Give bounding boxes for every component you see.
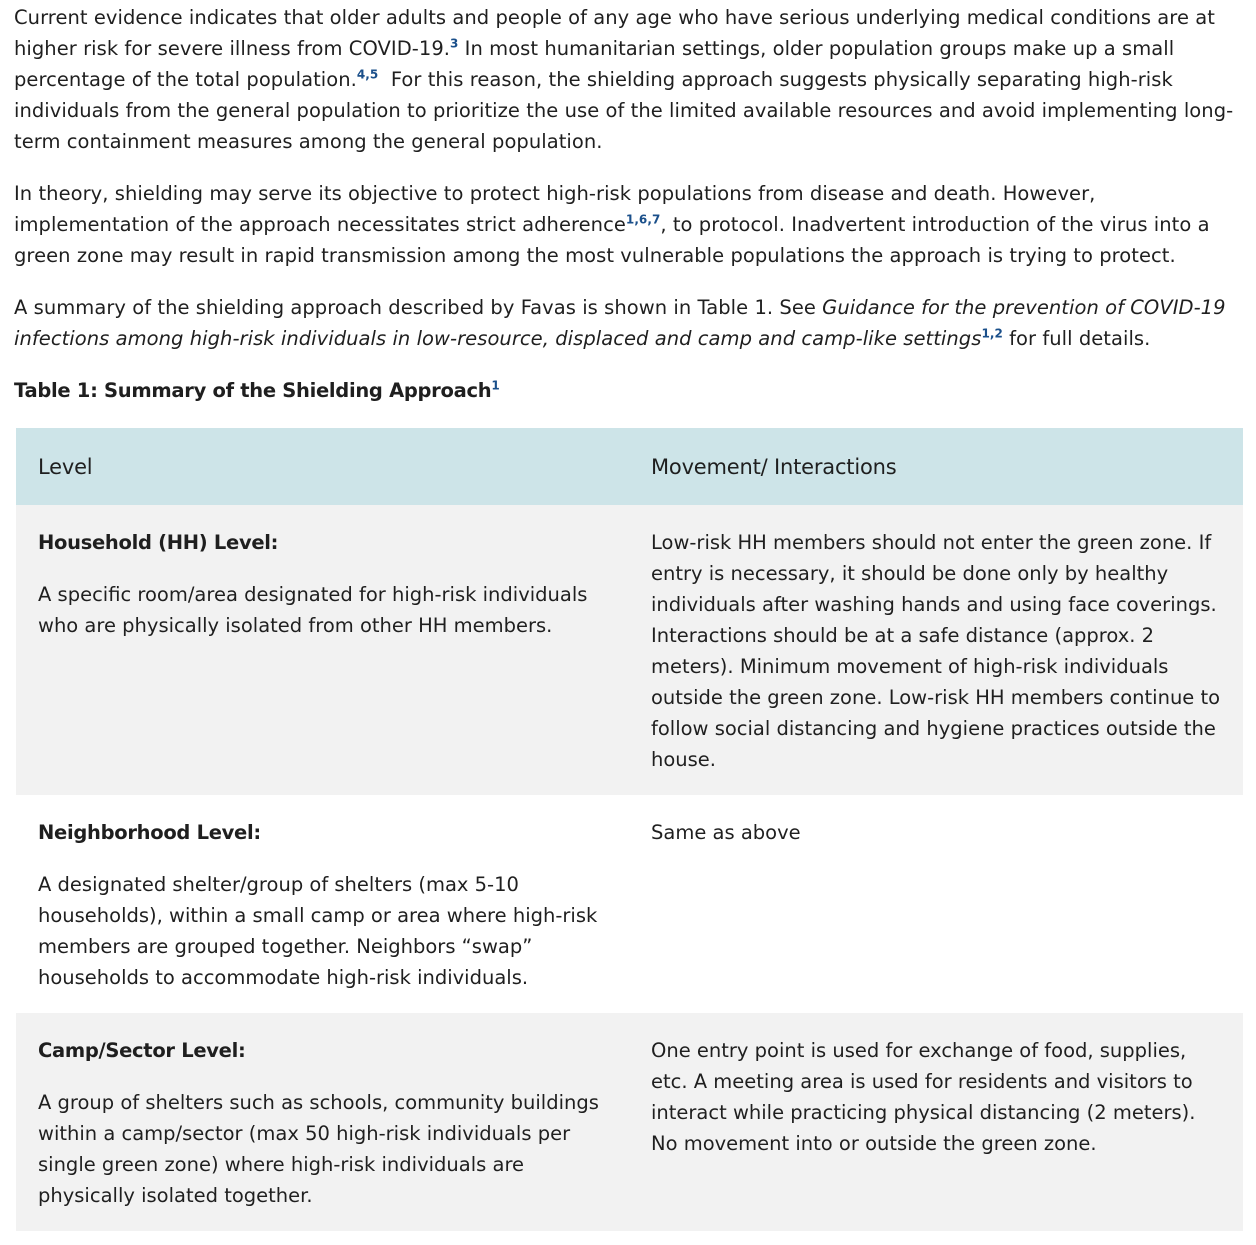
movement-cell: Same as above: [651, 821, 801, 844]
paragraph-3: [14, 292, 1246, 354]
citation-link[interactable]: 1,6,7: [625, 212, 661, 227]
level-description: A group of shelters such as schools, community buildings within a camp/sector (max 50 high-risk individuals per single green zone) where high-risk individuals are physically isolated together.: [38, 1091, 599, 1207]
paragraph-3-text-a: A summary of the shielding approach described by Favas is shown in Table 1. See: [14, 296, 823, 319]
table-header-row: [16, 428, 1243, 505]
paragraph-1-text-c: For this reason, the shielding approach suggests physically separating high-risk individuals from the general population to prioritize the use of the limited available resources and avoid implementing long-term containment measures among the general population.: [14, 68, 1234, 153]
citation-link[interactable]: 4,5: [356, 67, 379, 82]
paragraph-2-text-b: , to protocol. Inadvertent introduction of the virus into a green zone may result in rapid transmission among the most vulnerable populations the approach is trying to protect.: [14, 213, 1210, 267]
paragraph-1: [14, 2, 1246, 157]
paragraph-3-text-b: for full details.: [1002, 327, 1151, 350]
paragraph-2-text-a: In theory, shielding may serve its objective to protect high-risk populations from disease and death. However, implementation of the approach necessitates strict adherence: [14, 182, 1096, 236]
movement-cell: One entry point is used for exchange of food, supplies, etc. A meeting area is used for residents and visitors to interact while practicing physical distancing (2 meters). No movement into or outside the green zone.: [629, 1013, 1243, 1231]
table-row: [16, 505, 1243, 795]
paragraph-2: [14, 178, 1246, 271]
level-cell: [16, 505, 629, 795]
guidance-title: Guidance for the prevention of COVID-19 infections among high-risk individuals in low-resource, displaced and camp and camp-like settings: [14, 296, 1226, 350]
table-caption-text: Table 1: Summary of the Shielding Approach: [14, 379, 492, 402]
paragraph-1-text-a: Current evidence indicates that older adults and people of any age who have serious underlying medical conditions are at higher risk for severe illness from COVID-19.: [14, 6, 1215, 60]
table-caption: [14, 375, 1246, 406]
shielding-summary-table: [16, 428, 1243, 1231]
level-title: Neighborhood Level:: [38, 821, 261, 844]
level-cell: [16, 795, 629, 1013]
level-cell: [16, 1013, 629, 1231]
table-row: [16, 795, 1243, 1013]
level-description: A designated shelter/group of shelters (max 5-10 households), within a small camp or area where high-risk members are grouped together. Neighbors “swap” households to accommodate high-risk individuals.: [38, 873, 598, 989]
article-content: [14, 2, 1246, 1231]
level-description: A specific room/area designated for high-risk individuals who are physically isolated from other HH members.: [38, 583, 588, 637]
citation-link[interactable]: 3: [450, 36, 459, 51]
column-header-movement: Movement/ Interactions: [629, 428, 1243, 505]
column-header-level: Level: [16, 428, 629, 505]
paragraph-1-text-b: In most humanitarian settings, older population groups make up a small percentage of the total population.: [14, 37, 1175, 91]
citation-link[interactable]: 1: [491, 378, 500, 393]
level-title: Camp/Sector Level:: [38, 1039, 246, 1062]
level-title: Household (HH) Level:: [38, 531, 279, 554]
movement-cell: Low-risk HH members should not enter the green zone. If entry is necessary, it should be done only by healthy individuals after washing hands and using face coverings. Interactions should be at a safe distance (approx. 2 meters). Minimum movement of high-risk individuals outside the green zone. Low-risk HH members continue to follow social distancing and hygiene practices outside the house.: [629, 505, 1243, 795]
citation-link[interactable]: 1,2: [981, 326, 1003, 341]
table-row: [16, 1013, 1243, 1231]
